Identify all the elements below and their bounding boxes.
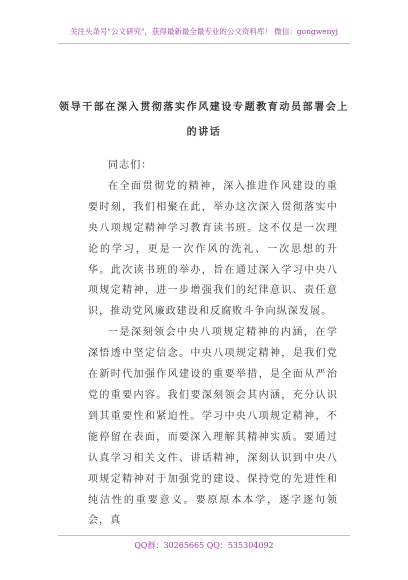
paragraph: 在全面贯彻党的精神，深入推进作风建设的重要时刻，我们相聚在此，举办这次深入贯彻落实中央八项规定精神学习教育读书班。这不仅是一次理论的学习，更是一次作风的洗礼、一次思想的升华。此次读书班的举办，旨在通过深入学习中央八项规定精神，进一步增强我们的纪律意识、责任意识，推动党风廉政建设和反腐败斗争向纵深发展。 bbox=[88, 180, 338, 318]
document-title-line-2: 的讲话 bbox=[186, 127, 222, 138]
header-promo-note: 关注头条号"公文研究"，获得最新最全最专业的公文资料库！ 微信：gongwenyj bbox=[70, 27, 338, 36]
footer-divider bbox=[58, 535, 350, 536]
document-title-line-1: 领导干部在深入贯彻落实作风建设专题教育动员部署会上 bbox=[59, 102, 349, 113]
document-body bbox=[88, 156, 338, 532]
greeting: 同志们： bbox=[108, 160, 153, 171]
header-divider bbox=[58, 43, 350, 44]
footer-contact-note: QQ群：30265665 QQ：535304092 bbox=[134, 541, 274, 550]
paragraph: 一是深刻领会中央八项规定精神的内涵，在学深悟透中坚定信念。中央八项规定精神，是我们党在新时代加强作风建设的重要举措，是全面从严治党的重要内容。我们要深刻领会其内涵，充分认识到其重要性和紧迫性。学习中央八项规定精神，不能停留在表面，而要深入理解其精神实质。要通过认真学习相关文件、讲话精神，深刻认识到中央八项规定精神对于加强党的建设、保持党的先进性和纯洁性的重要意义。要原原本本学，逐字逐句领会，真 bbox=[88, 327, 338, 527]
